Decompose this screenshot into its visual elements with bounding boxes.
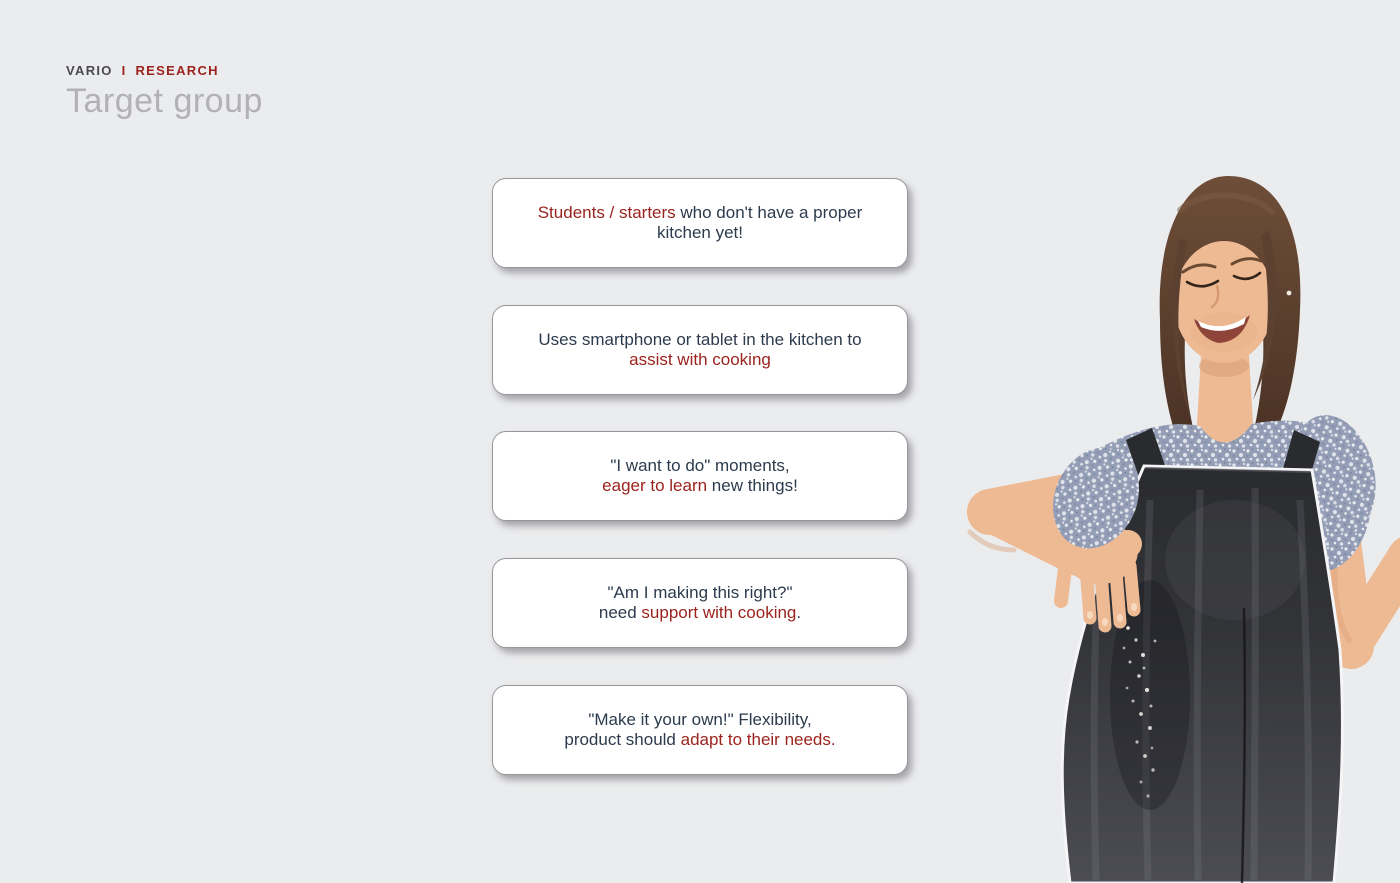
card-text-line xyxy=(657,223,743,243)
card-text-segment: who don't have a proper xyxy=(675,203,863,222)
card-text-line xyxy=(538,330,861,350)
card-students-starters xyxy=(492,178,908,268)
card-text-segment: kitchen yet! xyxy=(657,223,743,242)
section-label: RESEARCH xyxy=(135,63,219,78)
card-text-highlight: eager to learn xyxy=(602,476,708,495)
card-text-segment: need xyxy=(598,603,642,622)
page-title: Target group xyxy=(66,82,263,120)
breadcrumb-separator: I xyxy=(121,63,127,78)
card-text-highlight: adapt to their needs. xyxy=(680,730,836,749)
card-smartphone-tablet xyxy=(492,305,908,395)
card-text-line xyxy=(610,456,789,476)
card-want-to-do-moments xyxy=(492,431,908,521)
card-text-highlight: assist with cooking xyxy=(629,350,771,369)
card-text-line xyxy=(608,583,793,603)
card-text-segment: "Make it your own!" Flexibility, xyxy=(588,710,812,729)
card-text-line xyxy=(602,476,798,496)
card-text-segment: product should xyxy=(564,730,681,749)
card-text-line xyxy=(588,710,811,730)
brand-label: VARIO xyxy=(66,63,113,78)
card-text-segment: "I want to do" moments, xyxy=(610,456,790,475)
card-text-highlight: support with cooking xyxy=(641,603,797,622)
card-text-line xyxy=(564,730,835,750)
card-text-segment: Uses smartphone or tablet in the kitchen to xyxy=(538,330,862,349)
woman-illustration xyxy=(940,168,1400,883)
card-text-segment: new things! xyxy=(707,476,798,495)
card-text-segment: "Am I making this right?" xyxy=(607,583,793,602)
earring xyxy=(1287,291,1292,296)
woman-photo-cutout xyxy=(940,168,1400,883)
card-text-line xyxy=(538,203,863,223)
card-make-it-your-own xyxy=(492,685,908,775)
card-text-segment: . xyxy=(796,603,802,622)
card-text-highlight: Students / starters xyxy=(537,203,676,222)
card-making-this-right xyxy=(492,558,908,648)
card-text-line xyxy=(599,603,801,623)
card-text-line xyxy=(629,350,771,370)
